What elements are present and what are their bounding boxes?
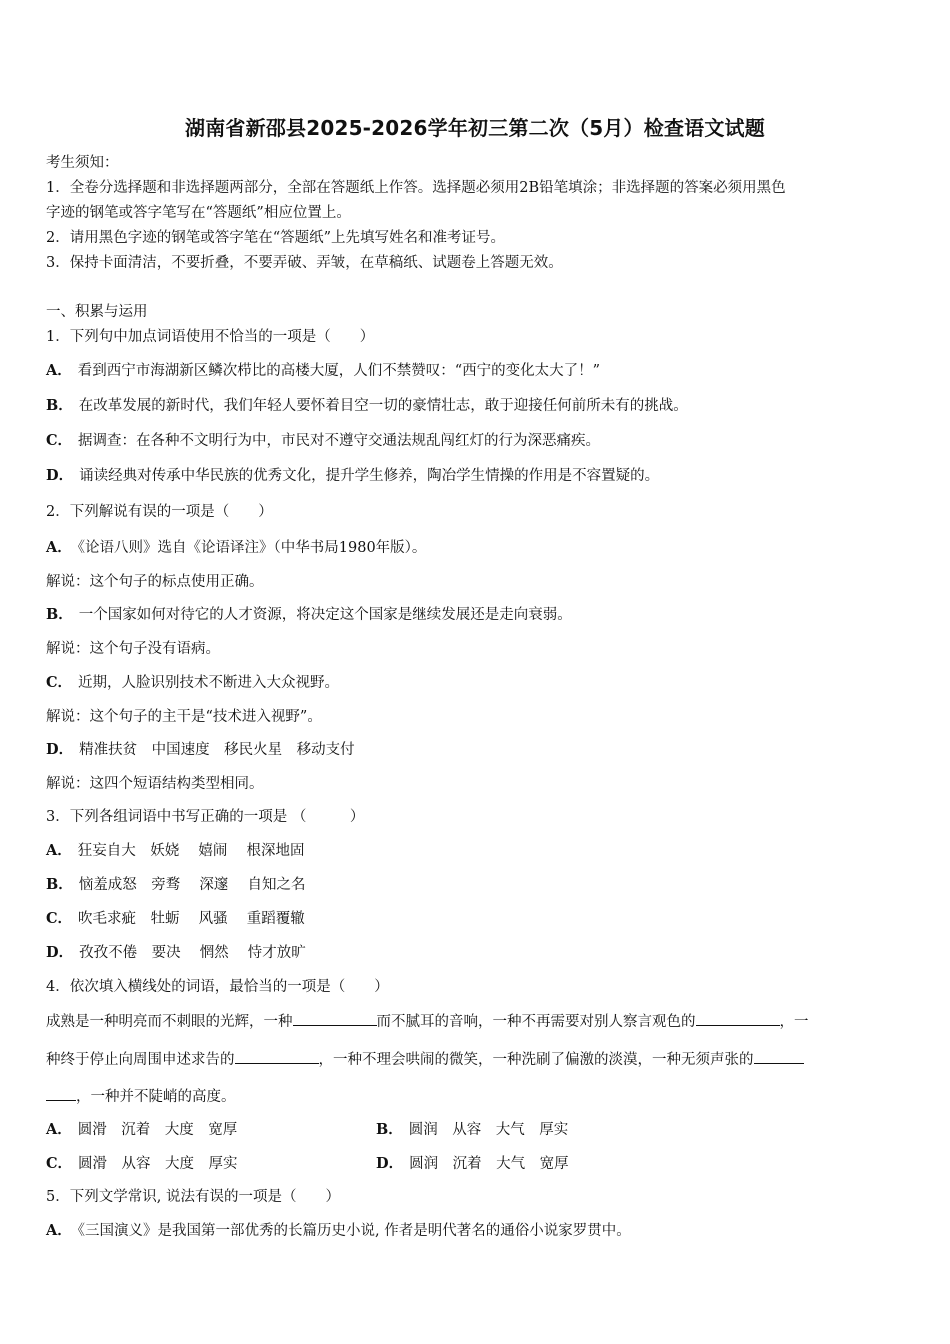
question-2-stem: 2．下列解说有误的一项是（ ） [46, 504, 273, 520]
question-3-option-b [46, 875, 305, 895]
option-label: B． [46, 606, 73, 623]
fill-blank-3 [235, 1049, 319, 1064]
question-4-passage-line [46, 1049, 804, 1070]
option-label: A． [46, 842, 72, 859]
question-4-option-a [46, 1120, 237, 1140]
option-text: 圆润 从容 大气 厚实 [408, 1122, 569, 1138]
fill-blank-1 [293, 1011, 377, 1026]
option-text: 狂妄自大 妖娆 嬉闹 根深地固 [77, 843, 305, 859]
option-label: A． [46, 1222, 72, 1239]
question-4-option-d [376, 1154, 569, 1174]
passage-text: 而不腻耳的音响，一种不再需要对别人察言观色的 [376, 1014, 696, 1030]
question-4-passage-line [46, 1086, 236, 1107]
option-label: C． [46, 674, 73, 691]
question-3-option-a [46, 841, 304, 861]
question-2-explanation-a: 解说：这个句子的标点使用正确。 [46, 574, 264, 590]
question-3-stem: 3．下列各组词语中书写正确的一项是 （ ） [46, 809, 365, 825]
notice-item: 2．请用黑色字迹的钢笔或答字笔在“答题纸”上先填写姓名和准考证号。 [46, 230, 506, 246]
option-label: C． [46, 432, 73, 449]
question-1-stem: 1．下列句中加点词语使用不恰当的一项是（ ） [46, 329, 375, 345]
question-2-option-c [46, 673, 339, 693]
option-label: A． [46, 539, 72, 556]
option-label: D． [46, 741, 74, 758]
question-2-explanation-c: 解说：这个句子的主干是“技术进入视野”。 [46, 709, 322, 725]
option-text: 近期，人脸识别技术不断进入大众视野。 [78, 675, 340, 691]
option-text: 《三国演义》是我国第一部优秀的长篇历史小说, 作者是明代著名的通俗小说家罗贯中。 [77, 1223, 631, 1239]
passage-text: ，一 [779, 1014, 809, 1030]
notice-heading: 考生须知： [46, 155, 119, 171]
question-2-explanation-b: 解说：这个句子没有语病。 [46, 641, 220, 657]
question-5-stem: 5．下列文学常识, 说法有误的一项是（ ） [46, 1189, 340, 1205]
option-label: C． [46, 1155, 73, 1172]
option-text: 恼羞成怒 旁骛 深邃 自知之名 [78, 877, 306, 893]
option-label: B． [376, 1121, 403, 1138]
option-label: A． [46, 362, 72, 379]
question-2-explanation-d: 解说：这四个短语结构类型相同。 [46, 776, 264, 792]
question-1-option-b [46, 396, 688, 416]
question-1-option-a [46, 361, 600, 381]
question-4-stem: 4．依次填入横线处的词语，最恰当的一项是（ ） [46, 979, 389, 995]
notice-item: 1．全卷分选择题和非选择题两部分，全部在答题纸上作答。选择题必须用2B铅笔填涂；非选择题的答案必须用黑色 [46, 180, 786, 196]
passage-text: 种终于停止向周围申述求告的 [46, 1052, 235, 1068]
option-text: 孜孜不倦 要决 惘然 恃才放旷 [79, 945, 306, 961]
option-label: D． [46, 467, 74, 484]
question-3-option-d [46, 943, 306, 963]
option-label: B． [46, 876, 73, 893]
fill-blank-2 [696, 1011, 780, 1026]
option-label: D． [376, 1155, 404, 1172]
passage-text: ，一种不理会哄闹的微笑，一种洗刷了偏激的淡漠，一种无须声张的 [318, 1052, 754, 1068]
question-1-option-d [46, 466, 659, 486]
option-text: 据调查：在各种不文明行为中，市民对不遵守交通法规乱闯红灯的行为深恶痛疾。 [78, 433, 601, 449]
option-text: 圆滑 从容 大度 厚实 [78, 1156, 238, 1172]
question-4-option-b [376, 1120, 568, 1140]
question-2-option-d [46, 740, 355, 760]
question-1-option-c [46, 431, 600, 451]
option-text: 吹毛求疵 牡蛎 风骚 重蹈覆辙 [78, 911, 305, 927]
option-text: 圆润 沉着 大气 宽厚 [409, 1156, 569, 1172]
passage-text: 成熟是一种明亮而不刺眼的光辉，一种 [46, 1014, 293, 1030]
fill-blank-4-continued [46, 1086, 76, 1101]
option-text: 《论语八则》选自《论语译注》（中华书局1980年版）。 [77, 540, 427, 556]
option-text: 看到西宁市海湖新区鳞次栉比的高楼大厦，人们不禁赞叹：“西宁的变化太大了！” [77, 363, 601, 379]
option-label: D． [46, 944, 74, 961]
option-text: 精准扶贫 中国速度 移民火星 移动支付 [79, 742, 355, 758]
fill-blank-4 [754, 1049, 804, 1064]
notice-item: 3．保持卡面清洁，不要折叠，不要弄破、弄皱，在草稿纸、试题卷上答题无效。 [46, 255, 563, 271]
option-label: A． [46, 1121, 72, 1138]
question-2-option-b [46, 605, 572, 625]
option-text: 一个国家如何对待它的人才资源，将决定这个国家是继续发展还是走向衰弱。 [78, 607, 572, 623]
option-label: B． [46, 397, 73, 414]
section-heading: 一、积累与运用 [46, 304, 148, 320]
page-title: 湖南省新邵县2025-2026学年初三第二次（5月）检查语文试题 [185, 116, 765, 140]
option-label: C． [46, 910, 73, 927]
option-text: 在改革发展的新时代，我们年轻人要怀着目空一切的豪情壮志，敢于迎接任何前所未有的挑战。 [78, 398, 688, 414]
option-text: 圆滑 沉着 大度 宽厚 [77, 1122, 238, 1138]
question-2-option-a [46, 538, 426, 558]
question-5-option-a [46, 1221, 631, 1241]
notice-item: 字迹的钢笔或答字笔写在“答题纸”相应位置上。 [46, 205, 351, 221]
question-3-option-c [46, 909, 305, 929]
passage-text: ，一种并不陡峭的高度。 [76, 1089, 236, 1105]
question-4-option-c [46, 1154, 238, 1174]
question-4-passage-line [46, 1011, 809, 1032]
option-text: 诵读经典对传承中华民族的优秀文化，提升学生修养，陶冶学生情操的作用是不容置疑的。 [79, 468, 660, 484]
